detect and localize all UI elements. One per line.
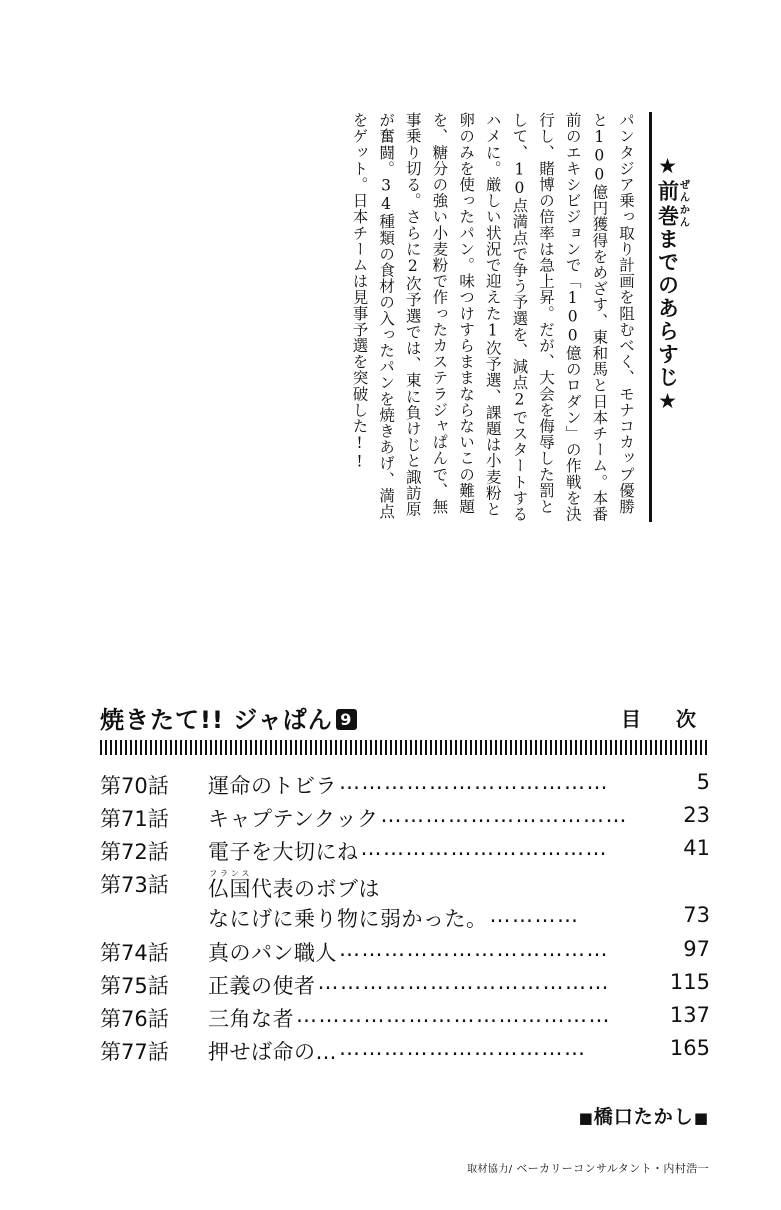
toc-row[interactable] — [100, 937, 710, 970]
author-credit — [579, 1102, 709, 1129]
toc-list — [100, 770, 710, 1069]
leader-dots: ………………………………… — [317, 970, 610, 994]
leader-dots: …………………………… — [339, 1036, 587, 1060]
summary-block — [95, 112, 695, 532]
chapter-title: 正義の使者 — [208, 974, 316, 998]
leader-dots: …………………………………… — [296, 1003, 611, 1027]
research-credit-label: 取材協力/ — [467, 1164, 513, 1175]
chapter-title: 電子を大切にね — [208, 840, 359, 864]
leader-dots: ……………………………… — [339, 770, 609, 794]
chapter-number: 第71話 — [100, 807, 169, 831]
chapter-title: 三角な者 — [208, 1007, 294, 1031]
leader-dots: …………………………… — [380, 803, 629, 827]
chapter-title: 真のパン職人 — [208, 941, 337, 965]
leader-dots: ………… — [489, 903, 580, 927]
page-number: 5 — [696, 770, 710, 794]
leader-dots: …………………………… — [360, 836, 608, 860]
chapter-number: 第76話 — [100, 1007, 169, 1031]
volume-badge: 9 — [336, 709, 357, 730]
toc-label: 目 次 — [621, 707, 710, 731]
series-title — [100, 700, 357, 735]
toc-row[interactable] — [100, 869, 710, 903]
author-name: 橋口たかし — [593, 1106, 694, 1128]
chapter-number: 第74話 — [100, 941, 169, 965]
chapter-number: 第72話 — [100, 840, 169, 864]
decorative-hatch-divider — [100, 740, 710, 755]
chapter-number: 第75話 — [100, 974, 169, 998]
summary-title: ★前巻 ぜんかんまでのあらすじ★ — [655, 154, 691, 415]
toc-row[interactable] — [100, 1036, 710, 1069]
page-number: 73 — [683, 903, 710, 927]
chapter-title: キャプテンクック — [208, 807, 379, 831]
page-number: 41 — [683, 836, 710, 860]
page-number: 23 — [683, 803, 710, 827]
toc-row[interactable] — [100, 836, 710, 869]
page-number: 165 — [669, 1036, 710, 1060]
square-bullet-left-icon: ■ — [578, 1109, 594, 1127]
chapter-title: 仏国フランス代表のボブは — [208, 869, 380, 901]
leader-dots: ……………………………… — [339, 937, 609, 961]
toc-row-continuation[interactable] — [100, 903, 710, 937]
summary-title-ruby: ぜんかん — [678, 179, 691, 229]
toc-row[interactable] — [100, 803, 710, 836]
chapter-title: 押せば命の… — [208, 1040, 337, 1064]
chapter-title-line2: なにげに乗り物に弱かった。 — [208, 907, 488, 931]
chapter-number: 第73話 — [100, 873, 169, 897]
page-number: 115 — [669, 970, 710, 994]
page-number: 97 — [683, 937, 710, 961]
square-bullet-right-icon: ■ — [693, 1109, 709, 1127]
summary-body-text: パンタジア乗っ取り計画を阻むべく、モナコカップ優勝と100億円獲得をめざす、東和馬と日本チーム。本番前のエキシビジョンで「100億のロダン」の作戦を決行し、賭博の倍率は急上昇。だが、大会を侮辱した罰として、10点満点で争う予選を、減点2でスタートするハメに。厳しい状況で迎えた1次予選、課題は小麦粉と卵のみを使ったパン。味つけすらままならないこの難題を、糖分の強い小麦粉で作ったカステラジャぱんで、無事乗り切る。さらに2次予選では、東に負けじと諏訪原が奮闘。34種類の食材の入ったパンを焼きあげ、満点をゲット。日本チームは見事予選を突破した!! — [350, 112, 635, 522]
chapter-number: 第77話 — [100, 1040, 169, 1064]
research-credit — [467, 1160, 709, 1176]
toc-row[interactable] — [100, 970, 710, 1003]
chapter-title-ruby: フランス — [208, 869, 251, 878]
series-title-text: 焼きたて!! ジャぱん — [100, 706, 333, 734]
research-credit-text: ベーカリーコンサルタント・内村浩一 — [516, 1162, 709, 1175]
toc-row[interactable] — [100, 1003, 710, 1036]
toc-header — [100, 700, 710, 740]
page-number: 137 — [669, 1003, 710, 1027]
toc-row[interactable] — [100, 770, 710, 803]
chapter-title: 運命のトビラ — [208, 774, 337, 798]
chapter-number: 第70話 — [100, 774, 169, 798]
summary-title-container — [649, 112, 695, 522]
